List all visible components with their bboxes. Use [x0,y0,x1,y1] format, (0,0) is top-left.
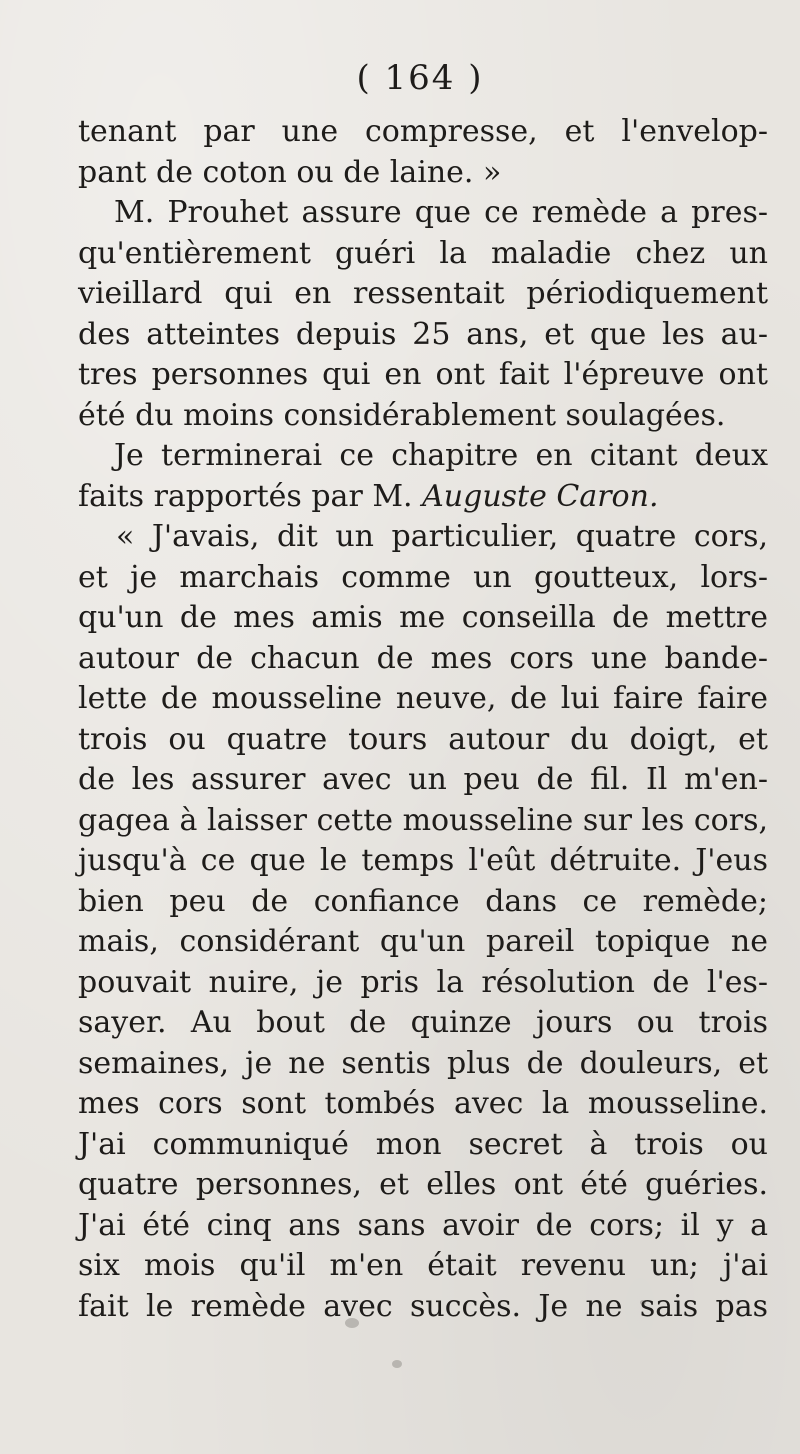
text-line-17: de les assurer avec un peu de fil. Il m'en- [78,762,768,797]
body-text [78,112,768,1327]
text-line-11: « J'avais, dit un particulier, quatre cors, [116,519,768,554]
text-line-14: autour de chacun de mes cors une bande- [78,640,768,676]
paper-speck [640,1300,646,1305]
text-line-8: été du moins considérablement soulagées. [78,397,726,433]
text-line-26: J'ai communiqué mon secret à trois ou [78,1126,768,1162]
text-line-3: M. Prouhet assure que ce remède a pres- [114,195,768,230]
text-line-2: pant de coton ou de laine. » [78,154,502,190]
text-line-6: des atteintes depuis 25 ans, et que les au- [78,316,768,352]
text-line-9: Je terminerai ce chapitre en citant deux [114,438,768,473]
text-line-30: fait le remède avec succès. Je ne sais pas [78,1288,768,1324]
text-line-19: jusqu'à ce que le temps l'eût détruite. J'eus [78,843,768,878]
text-line-12: et je marchais comme un goutteux, lors- [78,559,768,595]
author-name-italic: Auguste Caron. [422,478,659,514]
text-line-28: J'ai été cinq ans sans avoir de cors; il y a [78,1207,768,1243]
page-number: ( 164 ) [356,58,484,98]
text-line-10-roman: faits rapportés par M. [78,478,413,514]
text-line-24: semaines, je ne sentis plus de douleurs, et [78,1045,768,1081]
paper-speck [392,1360,402,1368]
text-line-16: trois ou quatre tours autour du doigt, et [78,721,768,757]
text-line-18: gagea à laisser cette mousseline sur les cors, [78,802,768,838]
text-line-20: bien peu de confiance dans ce remède; [78,883,768,919]
text-line-10 [78,477,768,518]
text-line-21: mais, considérant qu'un pareil topique ne [78,924,768,959]
text-line-29: six mois qu'il m'en était revenu un; j'ai [78,1248,768,1283]
text-line-5: vieillard qui en ressentait périodiquement [78,276,768,311]
text-line-1: tenant par une compresse, et l'envelop- [78,114,768,149]
paper-speck [345,1318,359,1328]
text-line-23: sayer. Au bout de quinze jours ou trois [78,1005,768,1040]
text-line-7: tres personnes qui en ont fait l'épreuve ont [78,357,768,392]
text-line-4: qu'entièrement guéri la maladie chez un [78,235,768,271]
text-line-25: mes cors sont tombés avec la mousseline. [78,1086,768,1121]
text-line-13: qu'un de mes amis me conseilla de mettre [78,600,768,635]
text-line-22: pouvait nuire, je pris la résolution de l'es- [78,964,768,1000]
text-line-27: quatre personnes, et elles ont été guéries. [78,1167,768,1202]
text-line-15: lette de mousseline neuve, de lui faire faire [78,681,768,716]
